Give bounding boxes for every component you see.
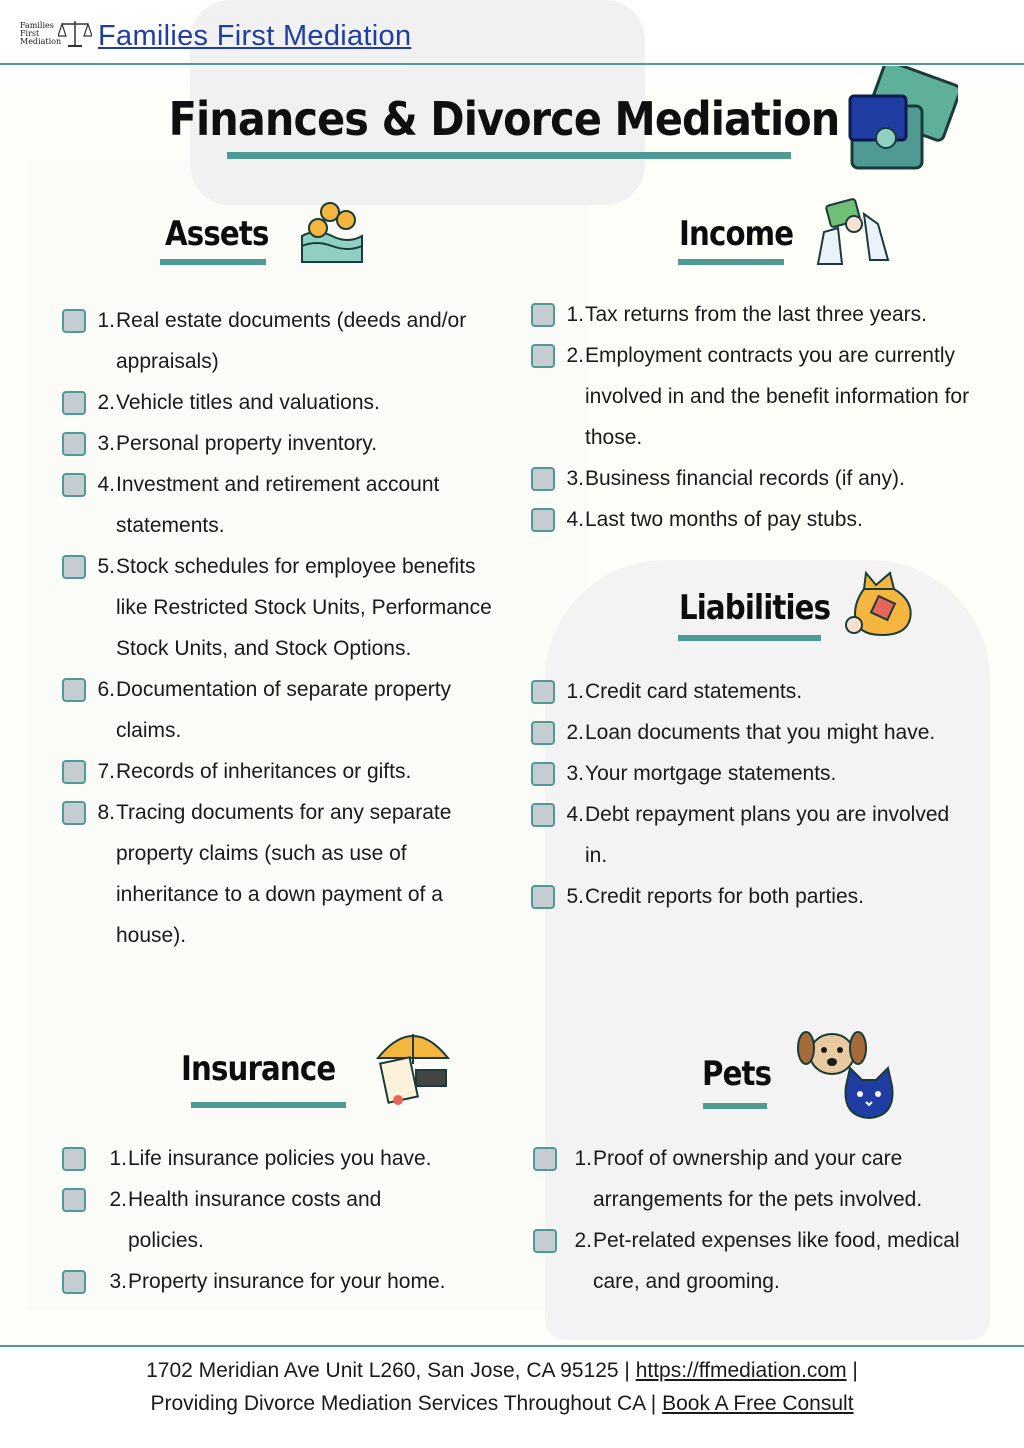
checkbox[interactable] <box>531 680 555 704</box>
title-underline <box>227 152 791 159</box>
pets-heading: Pets <box>702 1054 772 1094</box>
checkbox[interactable] <box>62 801 86 825</box>
list-item: 2. Loan documents that you might have. <box>531 712 971 753</box>
checkbox[interactable] <box>531 762 555 786</box>
list-item: 8. Tracing documents for any separate property claims (such as use of inheritance to a down payment of a house). <box>62 792 508 956</box>
logo-line-1: Families <box>20 21 54 30</box>
address: 1702 Meridian Ave Unit L260, San Jose, CA 95125 | <box>146 1359 636 1382</box>
list-item: 5. Credit reports for both parties. <box>531 876 971 917</box>
list-item: 5. Stock schedules for employee benefits like Restricted Stock Units, Performance Stock Units, and Stock Options. <box>62 546 508 669</box>
insurance-list <box>62 1138 502 1302</box>
liabilities-list <box>531 671 971 917</box>
checkbox[interactable] <box>531 721 555 745</box>
website-link[interactable]: https://ffmediation.com <box>635 1359 847 1382</box>
footer-line-2 <box>0 1387 1004 1420</box>
checkbox[interactable] <box>531 885 555 909</box>
list-item: 3. Business financial records (if any). <box>531 458 971 499</box>
list-item: 1. Credit card statements. <box>531 671 971 712</box>
checkbox[interactable] <box>62 473 86 497</box>
checkbox[interactable] <box>531 508 555 532</box>
list-item: 2. Employment contracts you are currently involved in and the benefit information for those. <box>531 335 971 458</box>
checkbox[interactable] <box>62 1188 86 1212</box>
header-divider <box>0 63 1024 65</box>
list-item: 1. Tax returns from the last three years. <box>531 294 971 335</box>
checkbox[interactable] <box>531 803 555 827</box>
list-item: 1. Life insurance policies you have. <box>62 1138 502 1179</box>
checkbox[interactable] <box>533 1147 557 1171</box>
insurance-underline <box>191 1102 346 1108</box>
footer <box>0 1354 1004 1420</box>
list-item: 3. Property insurance for your home. <box>62 1261 502 1302</box>
logo-line-2: First <box>20 29 40 38</box>
checkbox[interactable] <box>533 1229 557 1253</box>
list-item: 4. Debt repayment plans you are involved in. <box>531 794 971 876</box>
list-item: 7. Records of inheritances or gifts. <box>62 751 508 792</box>
income-list <box>531 294 971 540</box>
checkbox[interactable] <box>62 1147 86 1171</box>
checkbox[interactable] <box>62 555 86 579</box>
checkbox[interactable] <box>531 344 555 368</box>
scales-icon <box>58 18 92 50</box>
scales-logo-icon[interactable] <box>20 18 90 60</box>
checkbox[interactable] <box>62 309 86 333</box>
assets-list <box>62 300 508 956</box>
money-stack-icon <box>846 66 958 174</box>
tagline: Providing Divorce Mediation Services Throughout CA | <box>150 1392 663 1415</box>
logo-line-3: Mediation <box>20 37 62 46</box>
insurance-heading: Insurance <box>181 1049 336 1089</box>
list-item: 1. Proof of ownership and your care arrangements for the pets involved. <box>533 1138 973 1220</box>
checkbox[interactable] <box>62 432 86 456</box>
footer-line-1 <box>0 1354 1004 1387</box>
income-heading: Income <box>679 214 794 254</box>
assets-heading: Assets <box>165 214 269 254</box>
income-underline <box>678 259 784 265</box>
list-item: 4. Investment and retirement account statements. <box>62 464 508 546</box>
list-item: 1. Real estate documents (deeds and/or appraisals) <box>62 300 508 382</box>
list-item: 3. Your mortgage statements. <box>531 753 971 794</box>
checkbox[interactable] <box>62 760 86 784</box>
list-item: 2. Health insurance costs and policies. <box>62 1179 502 1261</box>
page-title: Finances & Divorce Mediation <box>168 92 840 146</box>
cat-icon <box>838 1066 900 1122</box>
assets-underline <box>160 259 266 265</box>
liabilities-underline <box>678 635 821 641</box>
cash-hands-icon <box>814 198 892 266</box>
pets-list <box>533 1138 973 1302</box>
list-item: 4. Last two months of pay stubs. <box>531 499 971 540</box>
money-bag-icon <box>842 565 918 639</box>
list-item: 6. Documentation of separate property claims. <box>62 669 508 751</box>
header <box>0 0 1024 64</box>
liabilities-heading: Liabilities <box>679 588 831 628</box>
book-consult-link[interactable]: Book A Free Consult <box>662 1392 854 1415</box>
list-item: 3. Personal property inventory. <box>62 423 508 464</box>
checkbox[interactable] <box>531 467 555 491</box>
checkbox[interactable] <box>531 303 555 327</box>
coins-icon <box>300 200 364 264</box>
checkbox[interactable] <box>62 678 86 702</box>
checkbox[interactable] <box>62 1270 86 1294</box>
footer-separator: | <box>846 1359 858 1382</box>
list-item: 2. Vehicle titles and valuations. <box>62 382 508 423</box>
checkbox[interactable] <box>62 391 86 415</box>
pets-underline <box>703 1103 767 1109</box>
brand-link[interactable]: Families First Mediation <box>98 20 412 52</box>
footer-divider <box>0 1345 1024 1347</box>
insurance-umbrella-icon <box>374 1024 452 1108</box>
list-item: 2. Pet-related expenses like food, medical care, and grooming. <box>533 1220 973 1302</box>
